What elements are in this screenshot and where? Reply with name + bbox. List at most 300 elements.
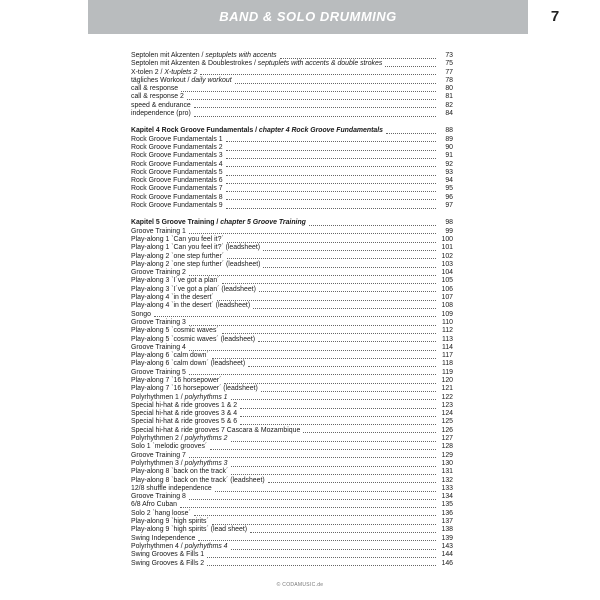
entry-page-number: 144	[441, 551, 453, 559]
toc-entry	[131, 385, 453, 393]
toc-entry	[131, 352, 453, 360]
entry-title-german: Groove Training 1	[131, 227, 186, 235]
entry-title-german: Special hi-hat & ride grooves 7 Cascara & Mozambique	[131, 426, 301, 434]
entry-title	[131, 319, 186, 327]
entry-title	[131, 427, 300, 435]
entry-page-number: 137	[441, 518, 453, 526]
entry-title-german: Rock Groove Fundamentals 3	[131, 152, 223, 160]
dot-leader	[280, 57, 436, 59]
entry-page-number: 146	[441, 559, 453, 567]
entry-page-number: 73	[445, 52, 453, 59]
toc-entry	[131, 228, 453, 236]
entry-title-german: Play-along 4 `in the desert´	[131, 294, 214, 302]
toc-entry	[131, 69, 453, 77]
title-separator: /	[252, 60, 258, 68]
entry-page-number: 104	[441, 269, 453, 277]
book-title: BAND & SOLO DRUMMING	[219, 9, 397, 24]
toc-entry	[131, 102, 453, 110]
entry-title-german: Rock Groove Fundamentals 5	[131, 168, 223, 176]
dot-leader	[231, 548, 436, 550]
dot-leader	[226, 149, 436, 151]
toc-entry	[131, 161, 453, 169]
entry-title-german: call & response	[131, 85, 179, 93]
entry-title-german: Rock Groove Fundamentals 2	[131, 143, 223, 151]
entry-title-german: Play-along 7 `16 horsepower´	[131, 376, 222, 384]
entry-title-german: Play-along 5 `cosmic waves´	[131, 327, 219, 335]
entry-page-number: 127	[441, 435, 453, 443]
entry-title-german: X-tolen 2	[131, 68, 159, 76]
dot-leader	[248, 365, 436, 367]
entry-title-english: polyrhythms 1	[184, 393, 228, 401]
entry-title-english: septuplets with accents & double strokes	[257, 60, 383, 68]
entry-page-number: 93	[445, 168, 453, 176]
entry-page-number: 119	[442, 368, 453, 376]
entry-title-german: Septolen mit Akzenten & Doublestrokes	[131, 60, 253, 68]
entry-page-number: 132	[441, 476, 453, 484]
entry-page-number: 139	[441, 534, 453, 542]
dot-leader	[231, 473, 436, 475]
toc-entry	[131, 311, 453, 319]
entry-title	[131, 269, 186, 277]
dot-leader	[181, 90, 436, 92]
toc-entry	[131, 261, 453, 269]
entry-title	[131, 360, 245, 368]
entry-page-number: 124	[441, 410, 453, 418]
entry-title-german: Groove Training 4	[131, 343, 186, 351]
entry-page-number: 80	[445, 85, 453, 93]
entry-title-german: Play-along 4 `in the desert´ (leadsheet)	[131, 302, 251, 310]
entry-title	[131, 369, 186, 377]
toc-entry	[131, 77, 453, 85]
toc-entry	[131, 526, 453, 534]
entry-title-english: polyrhythms 3	[184, 459, 228, 467]
entry-title	[131, 77, 232, 85]
entry-page-number: 96	[445, 193, 453, 201]
entry-title	[131, 402, 237, 410]
toc-entry	[131, 185, 453, 193]
entry-title	[131, 311, 151, 319]
entry-title-german: Groove Training 3	[131, 318, 186, 326]
toc-entry	[131, 427, 453, 435]
entry-page-number: 121	[441, 385, 453, 393]
entry-title	[131, 560, 204, 568]
toc-entry	[131, 560, 453, 568]
entry-title	[131, 69, 197, 77]
title-separator: /	[158, 68, 165, 76]
entry-page-number: 112	[442, 327, 453, 335]
entry-page-number: 77	[445, 68, 453, 76]
entry-title-german: Groove Training 8	[131, 493, 186, 501]
dot-leader	[180, 506, 436, 508]
entry-page-number: 107	[441, 294, 453, 302]
entry-title-german: Rock Groove Fundamentals 8	[131, 193, 223, 201]
entry-title	[131, 286, 256, 294]
dot-leader	[253, 307, 436, 309]
dot-leader	[263, 249, 436, 251]
entry-title-german: Polyrhythmen 2	[131, 435, 179, 443]
toc-entry	[131, 110, 453, 118]
entry-title	[131, 526, 247, 534]
entry-title	[131, 60, 382, 68]
toc-entry	[131, 452, 453, 460]
dot-leader	[259, 290, 436, 292]
entry-title	[131, 194, 223, 202]
entry-title-german: Groove Training 5	[131, 368, 186, 376]
entry-title-english: daily workout	[191, 76, 232, 84]
entry-page-number: 105	[441, 277, 453, 285]
entry-title	[131, 136, 223, 144]
toc-entry	[131, 418, 453, 426]
dot-leader	[210, 448, 436, 450]
entry-title	[131, 344, 186, 352]
entry-title-german: Polyrhythmen 3	[131, 459, 179, 467]
entry-title-german: Groove Training 7	[131, 451, 186, 459]
entry-title	[131, 493, 186, 501]
dot-leader	[222, 332, 436, 334]
entry-title-english: chapter 5 Groove Training	[220, 219, 306, 227]
footer-copyright: © CODAMUSIC.de	[276, 582, 324, 588]
dot-leader	[189, 232, 436, 234]
entry-title	[131, 501, 177, 509]
toc-entry	[131, 194, 453, 202]
entry-page-number: 109	[441, 310, 453, 318]
toc-entry	[131, 286, 453, 294]
dot-leader	[231, 440, 436, 442]
entry-title-german: Songo	[131, 310, 151, 318]
toc-entry	[131, 477, 453, 485]
entry-title-german: Play-along 5 `cosmic waves´ (leadsheet)	[131, 335, 256, 343]
page-number: 7	[550, 8, 560, 25]
entry-title-german: Play-along 7 `16 horsepower´ (leadsheet)	[131, 385, 258, 393]
entry-page-number: 88	[445, 127, 453, 135]
entry-title	[131, 169, 223, 177]
entry-title	[131, 518, 209, 526]
toc-entry	[131, 144, 453, 152]
toc-entry	[131, 344, 453, 352]
entry-title-english: septuplets with accents	[205, 52, 277, 59]
dot-leader	[226, 157, 436, 159]
title-separator: /	[178, 542, 185, 550]
entry-page-number: 99	[445, 227, 453, 235]
toc-entry	[131, 85, 453, 93]
dot-leader	[189, 349, 436, 351]
entry-title-german: Play-along 9 `high spirits´ (lead sheet)	[131, 526, 248, 534]
chapter-heading	[131, 219, 453, 227]
dot-leader	[258, 340, 436, 342]
dot-leader	[207, 564, 436, 566]
entry-title	[131, 294, 214, 302]
toc-entry	[131, 535, 453, 543]
dot-leader	[189, 324, 436, 326]
entry-title-german: Kapitel 5 Groove Training	[131, 219, 215, 227]
entry-page-number: 97	[445, 202, 453, 210]
entry-title	[131, 177, 223, 185]
entry-title-english: polyrhythms 4	[184, 542, 228, 550]
entry-page-number: 95	[445, 185, 453, 193]
entry-title-german: Play-along 8 `back on the track´	[131, 468, 229, 476]
toc-entry	[131, 501, 453, 509]
dot-leader	[226, 207, 436, 209]
dot-leader	[222, 282, 436, 284]
entry-title-german: Rock Groove Fundamentals 6	[131, 177, 223, 185]
toc-entry	[131, 253, 453, 261]
entry-title-german: Special hi-hat & ride grooves 3 & 4	[131, 410, 238, 418]
entry-page-number: 130	[441, 459, 453, 467]
entry-page-number: 103	[441, 260, 453, 268]
entry-page-number: 102	[441, 252, 453, 260]
toc-entry	[131, 360, 453, 368]
dot-leader	[231, 465, 436, 467]
entry-title-german: Kapitel 4 Rock Groove Fundamentals	[131, 127, 254, 135]
entry-title-german: Play-along 6 `calm down´	[131, 352, 209, 360]
entry-title-german: Special hi-hat & ride grooves 1 & 2	[131, 401, 238, 409]
dot-leader	[226, 190, 436, 192]
entry-title	[131, 485, 212, 493]
dot-leader	[240, 415, 436, 417]
entry-page-number: 90	[445, 143, 453, 151]
entry-title-german: Play-along 2 `one step further´	[131, 252, 225, 260]
entry-title-german: independence (pro)	[131, 110, 191, 118]
toc-entry	[131, 294, 453, 302]
entry-page-number: 135	[441, 501, 453, 509]
entry-title-german: Solo 1 `melodic grooves´	[131, 443, 208, 451]
toc-entry	[131, 336, 453, 344]
entry-page-number: 126	[441, 426, 453, 434]
entry-title-german: Play-along 1 `Can you feel it?´	[131, 235, 224, 243]
entry-title	[131, 435, 228, 443]
dot-leader	[198, 539, 436, 541]
entry-page-number: 92	[445, 160, 453, 168]
toc-entry	[131, 443, 453, 451]
entry-title	[131, 161, 223, 169]
dot-leader	[187, 98, 436, 100]
entry-page-number: 113	[442, 335, 453, 343]
entry-title	[131, 152, 223, 160]
dot-leader	[226, 182, 436, 184]
entry-title-german: Rock Groove Fundamentals 7	[131, 185, 223, 193]
dot-leader	[212, 357, 436, 359]
entry-title	[131, 510, 191, 518]
toc-entry	[131, 244, 453, 252]
entry-title-english: polyrhythms 2	[184, 435, 228, 443]
entry-title	[131, 127, 383, 135]
entry-title-german: Septolen mit Akzenten	[131, 52, 200, 59]
toc-entry	[131, 236, 453, 244]
entry-title	[131, 327, 219, 335]
entry-title-german: Swing Grooves & Fills 2	[131, 559, 205, 567]
dot-leader	[240, 423, 436, 425]
entry-title	[131, 236, 224, 244]
entry-title	[131, 477, 265, 485]
dot-leader	[250, 531, 436, 533]
entry-title	[131, 543, 228, 551]
toc-entry	[131, 551, 453, 559]
dot-leader	[263, 266, 436, 268]
toc-entry	[131, 319, 453, 327]
entry-page-number: 81	[445, 93, 453, 101]
entry-title	[131, 460, 228, 468]
entry-page-number: 106	[441, 285, 453, 293]
dot-leader	[217, 299, 436, 301]
entry-page-number: 120	[441, 376, 453, 384]
dot-leader	[235, 82, 436, 84]
entry-page-number: 100	[441, 235, 453, 243]
entry-page-number: 118	[442, 360, 453, 368]
toc-entry	[131, 485, 453, 493]
entry-page-number: 75	[445, 60, 453, 68]
toc-entry	[131, 435, 453, 443]
entry-page-number: 134	[441, 493, 453, 501]
entry-title-german: Polyrhythmen 1	[131, 393, 179, 401]
toc-entry	[131, 460, 453, 468]
entry-title-german: Rock Groove Fundamentals 1	[131, 135, 223, 143]
entry-title-german: Play-along 8 `back on the track´ (leadsheet)	[131, 476, 265, 484]
toc-entry	[131, 518, 453, 526]
entry-title	[131, 219, 306, 227]
entry-title	[131, 394, 228, 402]
dot-leader	[194, 106, 436, 108]
entry-page-number: 84	[445, 110, 453, 118]
dot-leader	[227, 257, 436, 259]
toc-section	[131, 52, 453, 118]
toc-entry	[131, 177, 453, 185]
entry-title	[131, 418, 237, 426]
dot-leader	[200, 73, 436, 75]
entry-title	[131, 228, 186, 236]
entry-title-german: Play-along 6 `calm down´ (leadsheet)	[131, 360, 246, 368]
entry-page-number: 98	[445, 219, 453, 227]
dot-leader	[240, 407, 436, 409]
toc-entry	[131, 402, 453, 410]
entry-title	[131, 385, 258, 393]
entry-page-number: 136	[441, 509, 453, 517]
toc-entry	[131, 510, 453, 518]
entry-title-german: Polyrhythmen 4	[131, 542, 179, 550]
entry-title-german: Play-along 9 `high spirits´	[131, 518, 209, 526]
toc-entry	[131, 302, 453, 310]
entry-page-number: 117	[442, 352, 453, 360]
dot-leader	[154, 315, 436, 317]
table-of-contents	[131, 52, 453, 577]
entry-title-english: chapter 4 Rock Groove Fundamentals	[258, 127, 383, 135]
entry-page-number: 82	[445, 101, 453, 109]
entry-title	[131, 277, 219, 285]
toc-entry	[131, 136, 453, 144]
title-separator: /	[178, 459, 185, 467]
entry-title	[131, 336, 255, 344]
title-separator: /	[178, 393, 185, 401]
entry-title	[131, 52, 277, 60]
toc-entry	[131, 202, 453, 210]
toc-entry	[131, 277, 453, 285]
entry-title-german: Solo 2 `hang loose´	[131, 509, 191, 517]
dot-leader	[386, 132, 436, 134]
dot-leader	[215, 490, 436, 492]
dot-leader	[189, 498, 436, 500]
dot-leader	[207, 556, 436, 558]
title-separator: /	[185, 76, 192, 84]
dot-leader	[231, 398, 436, 400]
dot-leader	[385, 65, 436, 67]
entry-title-german: Groove Training 2	[131, 269, 186, 277]
dot-leader	[226, 140, 436, 142]
entry-title-german: speed & endurance	[131, 101, 191, 109]
entry-title	[131, 468, 228, 476]
entry-title	[131, 93, 184, 101]
entry-page-number: 131	[441, 468, 453, 476]
entry-title-german: Play-along 3 `I´ve got a plan´ (leadsheet)	[131, 285, 256, 293]
entry-page-number: 125	[441, 418, 453, 426]
toc-entry	[131, 369, 453, 377]
entry-title	[131, 452, 186, 460]
entry-title	[131, 253, 224, 261]
entry-title	[131, 410, 237, 418]
entry-title-german: Special hi-hat & ride grooves 5 & 6	[131, 418, 238, 426]
entry-page-number: 108	[441, 302, 453, 310]
entry-page-number: 123	[441, 401, 453, 409]
entry-page-number: 122	[441, 393, 453, 401]
toc-entry	[131, 327, 453, 335]
dot-leader	[189, 456, 436, 458]
entry-title	[131, 551, 204, 559]
entry-title-german: Swing Grooves & Fills 1	[131, 551, 205, 559]
dot-leader	[189, 373, 436, 375]
dot-leader	[268, 481, 436, 483]
entry-page-number: 128	[441, 443, 453, 451]
dot-leader	[212, 523, 436, 525]
header-bar	[88, 0, 528, 34]
entry-title-german: Rock Groove Fundamentals 4	[131, 160, 223, 168]
entry-page-number: 129	[441, 451, 453, 459]
entry-title-german: Play-along 1 `Can you feel it?´ (leadsheet)	[131, 244, 261, 252]
toc-entry	[131, 493, 453, 501]
toc-entry	[131, 377, 453, 385]
toc-entry	[131, 60, 453, 68]
entry-page-number: 91	[445, 152, 453, 160]
entry-page-number: 94	[445, 177, 453, 185]
entry-title	[131, 535, 195, 543]
entry-title	[131, 352, 209, 360]
entry-title	[131, 244, 260, 252]
entry-page-number: 138	[441, 526, 453, 534]
entry-page-number: 101	[441, 244, 453, 252]
toc-entry	[131, 93, 453, 101]
toc-entry	[131, 52, 453, 60]
entry-title-german: 6/8 Afro Cuban	[131, 501, 177, 509]
entry-page-number: 133	[441, 484, 453, 492]
chapter-heading	[131, 127, 453, 135]
dot-leader	[227, 241, 436, 243]
entry-title	[131, 144, 223, 152]
entry-title	[131, 102, 191, 110]
toc-section	[131, 127, 453, 210]
entry-title	[131, 377, 221, 385]
dot-leader	[224, 382, 436, 384]
title-separator: /	[214, 219, 221, 227]
dot-leader	[226, 198, 436, 200]
dot-leader	[226, 174, 436, 176]
dot-leader	[303, 431, 436, 433]
entry-title	[131, 302, 250, 310]
entry-page-number: 114	[442, 343, 453, 351]
dot-leader	[194, 514, 436, 516]
entry-title	[131, 110, 191, 118]
title-separator: /	[178, 435, 185, 443]
entry-title-german: Play-along 3 `I´ve got a plan´	[131, 277, 220, 285]
toc-entry	[131, 543, 453, 551]
toc-section	[131, 219, 453, 567]
toc-entry	[131, 269, 453, 277]
